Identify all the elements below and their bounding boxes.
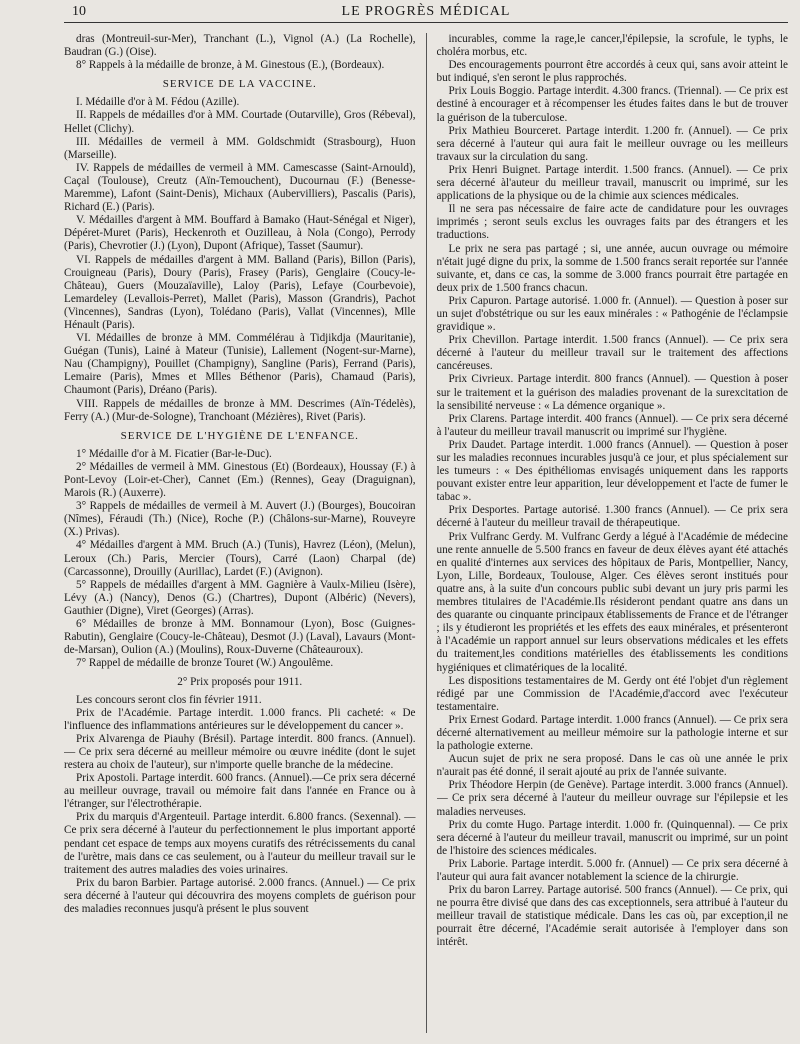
- paragraph: Prix du baron Barbier. Partage autorisé. 2.000 francs. (Annuel.) — Ce prix sera décerné à l'auteur qui découvrira des moyens complets de guérison pour des maladies reconnues jusqu'à présent le plus souvent: [64, 876, 416, 915]
- paragraph: 5° Rappels de médailles d'argent à MM. Gagnière à Vaulx-Milieu (Isère), Lévy (A.) (Nancy), Denos (G.) (Chartres), Dupont (Albéric) (Nevers), Gauthier (Digne), Viret (Georges) (Arras).: [64, 578, 416, 617]
- right-column: [437, 33, 789, 1033]
- paragraph: 6° Médailles de bronze à MM. Bonnamour (Lyon), Bosc (Guignes-Rabutin), Genglaire (Coucy-le-Château), Desmot (J.) (Laval), Lavaurs (Mont-de-Marsan), Oulion (A.) (Moulins), Roux-Duverne (Châteauroux).: [64, 618, 416, 657]
- paragraph: 8° Rappels à la médaille de bronze, à M. Ginestous (E.), (Bordeaux).: [76, 59, 385, 72]
- paragraph: incurables, comme la rage,le cancer,l'épilepsie, la scrofule, le typhs, le choléra morbus, etc.: [436, 33, 788, 59]
- paragraph: Prix Mathieu Bourceret. Partage interdit. 1.200 fr. (Annuel). — Ce prix sera décerné à l'auteur qui aura fait le meilleur ouvrage ou les meilleurs travaux sur la circulation du sang.: [436, 124, 788, 163]
- text-columns: [64, 33, 788, 1033]
- paragraph: 7° Rappel de médaille de bronze Touret (W.) Angoulême.: [76, 657, 334, 670]
- paragraph: I. Médaille d'or à M. Fédou (Azille).: [76, 96, 240, 109]
- paragraph: Prix Civrieux. Partage interdit. 800 francs (Annuel). — Question à poser sur le traitement et la guérison des maladies provenant de la surexcitation de la sensibilité nerveuse : « La démence organique ».: [436, 373, 788, 412]
- paragraph: SERVICE DE L'HYGIÈNE DE L'ENFANCE.: [120, 429, 359, 442]
- paragraph: 3° Rappels de médailles de vermeil à M. Auvert (J.) (Bourges), Boucoiran (Nîmes), Féraudi (Th.) (Nice), Roche (P.) (Châlons-sur-Marne), Rouveyre (X.) Privas).: [64, 500, 416, 539]
- paragraph: Prix Capuron. Partage autorisé. 1.000 fr. (Annuel). — Question à poser sur un sujet d'obstétrique ou sur les eaux minérales : « Pathogénie de l'éclampsie gravidique ».: [436, 294, 788, 334]
- paragraph: Prix Ernest Godard. Partage interdit. 1.000 francs (Annuel). — Ce prix sera décerné alternativement au meilleur mémoire sur la pathologie interne et sur la pathologie externe.: [436, 713, 788, 753]
- paragraph: III. Médailles de vermeil à MM. Goldschmidt (Strasbourg), Huon (Marseille).: [64, 135, 416, 161]
- left-column: [64, 33, 416, 1033]
- paragraph: Prix Théodore Herpin (de Genève). Partage interdit. 3.000 francs (Annuel). — Ce prix sera décerné à l'auteur du meilleur ouvrage sur l'épilepsie et les maladies nerveuses.: [436, 779, 788, 818]
- paragraph: Prix du marquis d'Argenteuil. Partage interdit. 6.800 francs. (Sexennal). — Ce prix sera décerné à l'auteur du perfectionnement le plus important apporté pendant cet espace de temps aux moyens curatifs des rétrécissements du canal de l'urètre, mais dans ce cas seulement, ou à l'auteur du meilleur travail sur le traitement des autres maladies des voies urinaires.: [64, 811, 416, 876]
- paragraph: Prix Vulfranc Gerdy. M. Vulfranc Gerdy a légué à l'Académie de médecine une rente annuelle de 5.500 francs en faveur de deux élèves ayant été attachés en qualité d'internes aux services des hôpitaux de Paris, Montpellier, Nancy, Lyon, Lille, Bordeaux, Toulouse, Alger. Ces élèves seront institués pour quatre ans, à la suite d'un concours public subi devant un jury pris parmi les membres titulaires de l'Académie.Ils résideront pendant quatre ans dans un des quarante ou cinquante principaux établissements de France et de l'étranger ; ils y étudieront les propriétés et les effets des eaux minérales, et présenteront à l'Académie un rapport annuel sur leurs observations médicales et les effets du traitement,les conditions matérielles des établissements les conditions hygiéniques et climatériques de la localité.: [436, 530, 788, 674]
- paragraph: Les concours seront clos fin février 1911.: [76, 693, 262, 706]
- paragraph: Prix Daudet. Partage interdit. 1.000 francs (Annuel). — Question à poser sur les maladies reconnues incurables jusqu'à ce jour, et plus spécialement sur les tumeurs : « Des épithéliomas envisagés uniquement dans les rapports pouvant exister entre leur apparition, leur développement et l'acte de fumer le tabac ».: [436, 438, 788, 504]
- paragraph: II. Rappels de médailles d'or à MM. Courtade (Outarville), Gros (Rébeval), Hellet (Clichy).: [64, 109, 416, 135]
- paragraph: Les dispositions testamentaires de M. Gerdy ont été l'objet d'un règlement rédigé par une Commission de l'Académie,d'accord avec l'exécuteur testamentaire.: [436, 674, 788, 713]
- page-number: 10: [72, 4, 86, 19]
- paragraph: Prix Clarens. Partage interdit. 400 francs (Annuel). — Ce prix sera décerné à l'auteur du meilleur travail manuscrit ou imprimé sur l'hygiène.: [436, 412, 788, 438]
- paragraph: VI. Médailles de bronze à MM. Commélérau à Tidjikdja (Mauritanie), Guégan (Tunis), Lainé à Mateur (Tunisie), Lallement (Nogent-sur-Marne), Nau (Champigny), Pouillet (Champigny), Sangline (Paris), Ferrand (Paris), Lemaire (Paris), Mmes et Mlles Béthenor (Paris), Chamaud (Paris), Chaumont (Paris), Dréano (Paris).: [64, 332, 416, 397]
- paragraph: Prix Henri Buignet. Partage interdit. 1.500 francs. (Annuel). — Ce prix sera décerné àl'auteur du meilleur travail, manuscrit ou imprimé, sur les applications de la physique ou de la chimie aux sciences médicales.: [436, 163, 788, 203]
- paragraph: V. Médailles d'argent à MM. Bouffard à Bamako (Haut-Sénégal et Niger), Dépéret-Muret (Paris), Heckenroth et Ouzilleau, à Nola (Congo), Perrody (Paris), Chevrotier (J.) (Lyon), Dupont (Afrique), Tasset (Saumur).: [64, 214, 416, 253]
- paragraph: Prix Apostoli. Partage interdit. 600 francs. (Annuel).—Ce prix sera décerné au meilleur ouvrage, travail ou mémoire fait dans l'année en France ou à l'étranger, sur l'électrothérapie.: [64, 772, 416, 811]
- paragraph: Prix Chevillon. Partage interdit. 1.500 francs (Annuel). — Ce prix sera décerné à l'auteur du meilleur travail sur le traitement des affections cancéreuses.: [436, 334, 788, 373]
- paragraph: Des encouragements pourront être accordés à ceux qui, sans avoir atteint le but indiqué, s'en seront le plus rapprochés.: [436, 59, 788, 85]
- paragraph: VI. Rappels de médailles d'argent à MM. Balland (Paris), Billon (Paris), Crouigneau (Paris), Doury (Paris), Frasey (Paris), Genglaire (Coucy-le-Château), Guers (Mouzaïaville), Laloy (Paris), Lefaye (Courbevoie), Lemardeley (Levallois-Perret), Mallet (Paris), Masson (Grandris), Pachot (Vincennes), Sandras (Lyon), Tolédano (Paris), Vallat (Vincennes), Mlle Hénault (Paris).: [64, 253, 416, 331]
- paragraph: 1° Médaille d'or à M. Ficatier (Bar-le-Duc).: [76, 447, 272, 460]
- paragraph: Prix de l'Académie. Partage interdit. 1.000 francs. Pli cacheté: « De l'influence des inflammations antérieures sur le développement du cancer ».: [64, 706, 416, 732]
- paragraph: Prix du comte Hugo. Partage interdit. 1.000 fr. (Quinquennal). — Ce prix sera décerné à l'auteur du meilleur travail, manuscrit ou imprimé, sur un point de l'histoire des sciences médicales.: [436, 818, 788, 857]
- paragraph: Prix du baron Larrey. Partage autorisé. 500 francs (Annuel). — Ce prix, qui ne pourra être divisé que dans des cas exceptionnels, sera attribué à l'auteur du meilleur travail de statistique médicale. Dans les cas où, par exception,il ne pourrait être décerné, l'Académie serait autorisée à l'employer dans son intérêt.: [436, 884, 788, 949]
- paragraph: SERVICE DE LA VACCINE.: [162, 78, 317, 91]
- paragraph: Prix Desportes. Partage autorisé. 1.300 francs (Annuel). — Ce prix sera décerné à l'auteur du meilleur travail de thérapeutique.: [436, 504, 788, 530]
- paragraph: IV. Rappels de médailles de vermeil à MM. Camescasse (Saint-Arnould), Caçal (Toulouse), Creutz (Aïn-Temouchent), Ducournau (F.) (Benesse-Maremme), Lafont (Saint-Denis), Michaux (Aubervilliers), Pascalis (Paris), Richard (E.) (Paris).: [64, 161, 416, 214]
- paragraph: Prix Alvarenga de Piauhy (Brésil). Partage interdit. 800 francs. (Annuel). — Ce prix sera décerné au meilleur mémoire ou œuvre inédite (dont le sujet restera au choix de l'auteur), sur n'importe quelle branche de la médecine.: [64, 732, 416, 771]
- paragraph: Le prix ne sera pas partagé ; si, une année, aucun ouvrage ou mémoire n'était jugé digne du prix, la somme de 1.500 francs serait reportée sur l'année suivante, et, dans ce cas, la somme de 3.000 francs pourrait être partagée en deux prix de 1.500 francs chacun.: [436, 242, 788, 294]
- page-header: [64, 0, 788, 23]
- paragraph: VIII. Rappels de médailles de bronze à MM. Descrimes (Aïn-Tédelès), Ferry (A.) (Mur-de-Sologne), Tranchoant (Mézières), Rivet (Paris).: [64, 397, 416, 423]
- paragraph: dras (Montreuil-sur-Mer), Tranchant (L.), Vignol (A.) (La Rochelle), Baudran (G.) (Oise).: [64, 33, 416, 59]
- paragraph: Aucun sujet de prix ne sera proposé. Dans le cas où une année le prix n'aurait pas été donné, il serait ajouté au prix de l'année suivante.: [436, 753, 788, 779]
- paragraph: 2° Prix proposés pour 1911.: [177, 676, 303, 689]
- paragraph: Il ne sera pas nécessaire de faire acte de candidature pour les ouvrages imprimés ; seront seuls exclus les ouvrages faits par des étrangers et les traductions.: [436, 203, 788, 242]
- paragraph: Prix Laborie. Partage interdit. 5.000 fr. (Annuel) — Ce prix sera décerné à l'auteur qui aura fait avancer notablement la science de la chirurgie.: [436, 857, 788, 883]
- running-title: LE PROGRÈS MÉDICAL: [341, 4, 511, 19]
- paragraph: 4° Médailles d'argent à MM. Bruch (A.) (Tunis), Havrez (Léon), (Melun), Leroux (Ch.) Paris, Mercier (Tours), Carré (Laon) Charpal (de) (Carcassonne), Drouilly (Aurillac), Lardet (F.) (Avignon).: [64, 539, 416, 578]
- paragraph: 2° Médailles de vermeil à MM. Ginestous (Et) (Bordeaux), Houssay (F.) à Pont-Levoy (Loir-et-Cher), Cannet (Em.) (Rennes), Geay (Draguignan), Marois (R.) (Auxerre).: [64, 460, 416, 500]
- paragraph: Prix Louis Boggio. Partage interdit. 4.300 francs. (Triennal). — Ce prix est destiné à encourager et à récompenser les études faites dans le but de trouver la guérison de la tuberculose.: [436, 85, 788, 124]
- column-divider: [426, 33, 427, 1033]
